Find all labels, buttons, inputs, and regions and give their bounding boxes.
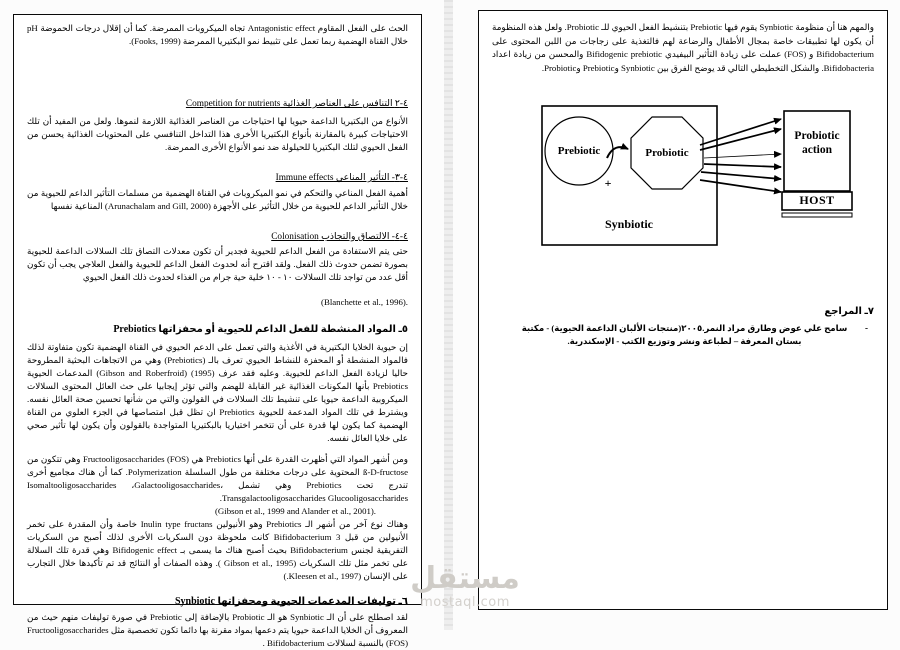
heading-prebiotics: ٥ـ المواد المنشطة للفعل الداعم للحيوية أو محفزاتها Prebiotics — [113, 324, 408, 335]
action-arrow-6 — [700, 180, 781, 192]
prebiotic-label: Prebiotic — [557, 145, 601, 157]
paragraph-inulin: وهناك نوع آخر من أشهر الـ Prebiotics وهو الأنيولين Inulin type fructans خاصة وأن المقدرة على تخمر الأنيولين من قبل 3 Bifidobacterium كانت ملحوظة دون السكريات الأخرى لذلك أصبح من السكريات التفريقية لجنس Bifidobacterium بحيث أصبح هناك ما يسمى بـ Bifidogenic effect وهي قدرة تلك السلالة على تخمر مثل تلك السكريات (Gibson et al., 1995 ). وهذه الصفات أو النتائج قد تم تأكيدها خلال التجارب على الإنسان (Kleesen et al., 1997.) — [27, 519, 409, 581]
action-arrow-4 — [704, 164, 781, 167]
paragraph-synbiotic-intro: والمهم هنا أن منظومة Synbiotic يقوم فيها Prebiotic بتنشيط الفعل الحيوي للـ Probiotic. ولعل هذه المنظومة أن يكون لها تطبيقات خاصة بمجال الأطفال والرضاعة لهم فالتغذية على زجاجات من اللبن المحتوى على Bifidobacterium و (FOS) عملت على زيادة التأثير البيفيدي Bifidogenic prebiotic والمحسن من زيادة اعداد Bifidobacteria. والشكل التخطيطي التالي قد يوضح الفرق بين Synbiotic وPrebiotic وProbiotic. — [492, 22, 875, 73]
heading-synbiotic: ٦ـ توليفات المدعمات الحيوية ومحفزاتها Synbiotic — [174, 596, 408, 607]
heading-references: ٧ـ المراجع — [824, 306, 874, 317]
reference-text: سامح علي عوض وطارق مراد النمر.٢٠٠٥(منتجات الألبان الداعمة الحيوية) - مكتبة بستان المعرفة – لطباعة ونشر وتوزيع الكتب - الإسكندرية. — [521, 323, 848, 346]
probiotic-action-label: Probiotic action — [794, 130, 840, 157]
paragraph-competition: الأنواع من البكتيريا الداعمة حيويا لها احتياجات من العناصر الغذائية اللازمة لنموها. ولعل من المفيد أن تلك الاحتياجات كبيرة بالمقارنة بأنواع البكتيريا الأخرى هذا التداخل التنافسي على المحتويات الغذائية يحسن من الفعل الحيوي لتلك البكتيريا للحيلولة ضد نمو الأنواع الأخرى الممرضة. — [27, 116, 408, 152]
action-arrow-5 — [701, 172, 781, 179]
paragraph-colonisation: حتى يتم الاستفادة من الفعل الداعم للحيوية فجدير أن تكون معدلات التصاق تلك السلالات الداعمة للحيوية بصورة تضمن حدوث ذلك الفعل. ولقد اقترح أنه لحدوث الفعل الداعم للحيوية والفعل العلاجي يجب أن تكون أقل عدد من تواجد تلك السلالات ١٠ - ١٠ خلية حية جرام من الغذاء لحدوث ذلك الفعل الحيوي — [27, 246, 408, 282]
plus-sign: + — [604, 176, 612, 190]
citation-gibson-alander: (Gibson et al., 1999 and Alander et al., 2001). — [215, 506, 376, 516]
paragraph-prebiotics-definition: إن حيوية الخلايا البكتيرية في الأغذية والتي تعمل على الدعم الحيوي في القناة الهضمية تكون متفاوتة لذلك فالمواد المنشطة أو المحفزة للنشاط الحيوي تعرف بالـ (Prebiotics) وهي من الاتجاهات البحثية المطروحة حاليا لزيادة الفعل الداعم للحيوية. وعليه فقد عرف (1995) (Gibson and Roberfroid) المدعمات الحيوية Prebiotics بأنها المكونات الغذائية غير القابلة للهضم والتي تؤثر إيجابيا على حث العائل المحتوى السلالات الميكروبية الداعمة حيويا على تنشيط تلك السلالات في القولون والتي من شأنها تحسين صحة العائل نفسه. ويشترط في تلك المواد المدعمة للحيوية Prebiotics ان تظل قبل امتصاصها في الجزء العلوي من القناة الهضمية كما يكون لها قدرة على أن تتخمر اختياريا بالبكتيريا المتواجدة بالقولون وأن يكون لها تأثير صحي على خلايا العائل نفسه. — [27, 342, 408, 443]
mostaql-domain-text: mostaql.com — [420, 595, 510, 610]
paragraph-synbiotic: لقد اصطلح على أن الـ Synbiotic هو الـ Probiotic بالإضافة إلى Prebiotic في صورة توليفات منهم حيث من المعروف أن الخلايا الداعمة حيويا يتم دعمها بمواد مقرنة بها دائما تكون تخصصية مثل Fructooligosaccharides (FOS) بالنسبة لسلالات Bifidobacterium . — [27, 612, 408, 648]
heading-immune-effects: ٤-٣- التأثير المناعي Immune effects — [275, 173, 408, 183]
paragraph-antagonistic-effect: الحث على الفعل المقاوم Antagonistic effect تجاه الميكروبات الممرضة. كما أن إقلال درجات الحموضة pH خلال القناة الهضمية ربما تعمل على تثبيط نمو البكتيريا الممرضة (Fooks, 1999). — [27, 23, 409, 46]
synbiotic-label: Synbiotic — [604, 217, 653, 231]
document-page-right — [478, 10, 888, 610]
host-label: HOST — [799, 193, 835, 207]
mostaql-logo: مستقل — [410, 561, 520, 596]
document-page-left — [13, 14, 422, 648]
paragraph-fos: ومن أشهر المواد التي أظهرت القدرة على أنها Prebiotics هي Fructooligosaccharides (FOS) وهي تتكون من ß-D-fructose المحتوية على درجات مختلفة من طول السلسلة Polymerization. كما أن هناك مجاميع أخرى تندرج تحت Prebiotics وهي تشمل Isomaltooligosaccharides ،Galactooligosaccharides، Transgalactooligosaccharides Glucooligosaccharides. — [27, 454, 408, 503]
citation-blanchette: (Blanchette et al., 1996). — [321, 297, 408, 307]
probiotic-label: Probiotic — [645, 147, 689, 159]
paragraph-immune: أهمية الفعل المناعي والتحكم في نمو الميكروبات في القناة الهضمية من مسلمات التأثير الداعم للحيوية من خلال التأثير الداعم للحيوية من خلال التأثير على الأجهزة (Arunachalam and Gill, 2000) المناعية نفسها — [27, 188, 408, 211]
diagram-shapes — [535, 103, 865, 263]
heading-competition-for-nutrients: ٤-٢ التنافس على العناصر الغذائية Competition for nutrients — [185, 99, 408, 109]
page-gap-divider — [444, 0, 453, 630]
reference-bullet: - — [865, 323, 868, 333]
host-underline-band — [782, 213, 852, 217]
heading-colonisation: ٤-٤- الالتصاق والتجاذب Colonisation — [271, 232, 408, 242]
synbiotic-diagram — [535, 103, 865, 263]
action-arrow-3 — [704, 154, 781, 158]
reference-item — [492, 322, 874, 347]
